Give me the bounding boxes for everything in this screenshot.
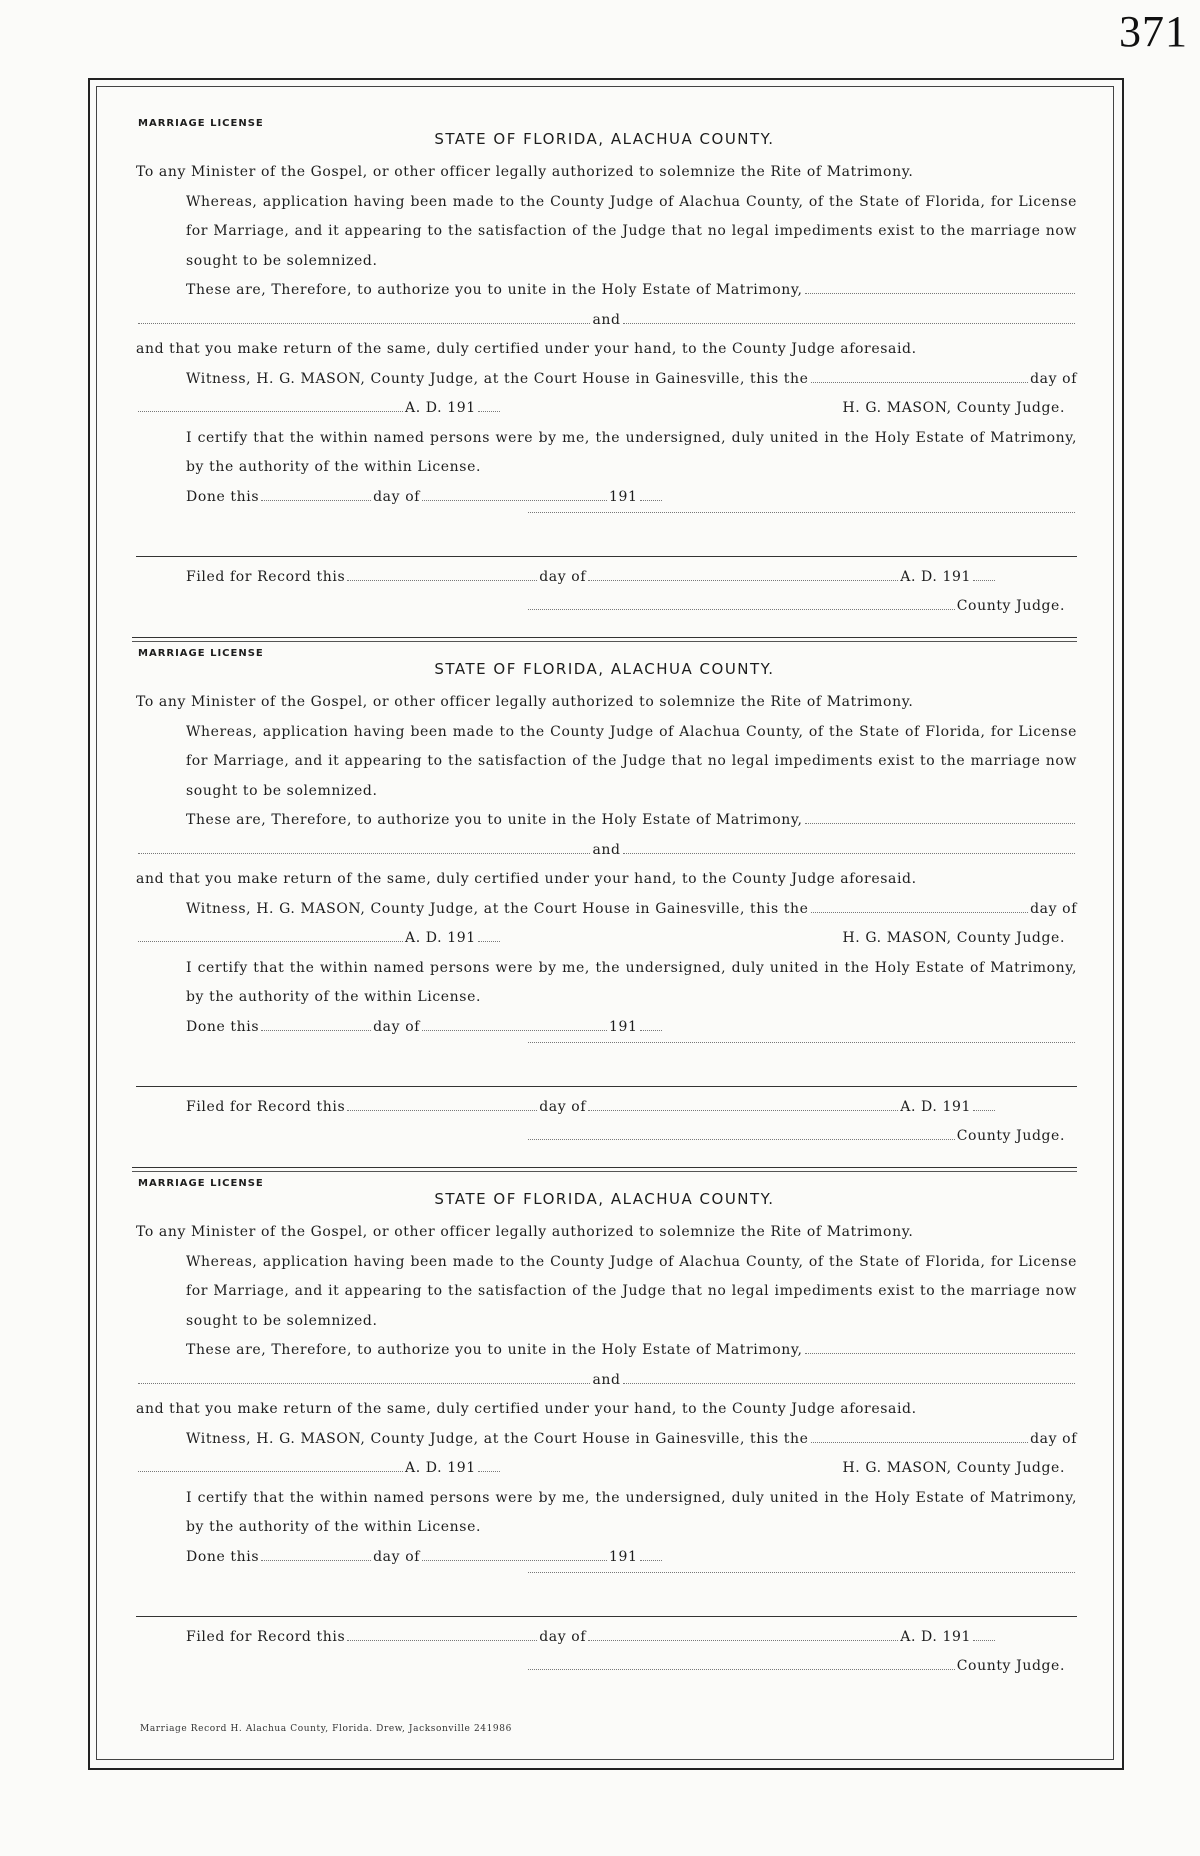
done-month-field[interactable] (422, 1030, 607, 1031)
witness-day-field[interactable] (811, 1442, 1029, 1443)
witness-year-field[interactable] (478, 1471, 500, 1472)
filed-ad-text: A. D. 191 (900, 1098, 971, 1115)
done-month-field[interactable] (422, 500, 607, 501)
bride-name-field-cont[interactable] (623, 323, 1075, 324)
done-year-text: 191 (609, 488, 638, 505)
certify-text: I certify that the within named persons were by me, the undersigned, duly united in the Holy Estate of Matrimony, by the authority of the within License. (186, 959, 1077, 1005)
greeting-text: To any Minister of the Gospel, or other officer legally authorized to solemnize the Rite of Matrimony. (136, 1224, 914, 1240)
done-day-field[interactable] (261, 1560, 371, 1561)
whereas-text: Whereas, application having been made to the County Judge of Alachua County, of the State of Florida, for License for Marriage, and it appearing to the satisfaction of the Judge that no legal impediments exist to the marriage now sought to be solemnized. (186, 723, 1077, 799)
clerk-signature-field[interactable] (528, 609, 955, 610)
filed-year-field[interactable] (973, 1110, 995, 1111)
license-title: STATE OF FLORIDA, ALACHUA COUNTY. (434, 1190, 775, 1208)
filed-year-field[interactable] (973, 580, 995, 581)
section-divider (136, 1086, 1077, 1087)
clerk-signature-field[interactable] (528, 1139, 955, 1140)
officiant-signature-field[interactable] (528, 1042, 1075, 1043)
filed-year-field[interactable] (973, 1640, 995, 1641)
witness-text: Witness, H. G. MASON, County Judge, at the Court House in Gainesville, this the (186, 900, 809, 917)
done-year-field[interactable] (640, 1030, 662, 1031)
license-separator (132, 1167, 1077, 1172)
return-text: and that you make return of the same, duly certified under your hand, to the County Judge aforesaid. (136, 341, 917, 357)
judge-signature: H. G. MASON, County Judge. (842, 930, 1065, 946)
filed-day-field[interactable] (347, 1640, 537, 1641)
filed-day-of-text: day of (539, 1098, 587, 1115)
day-of-text: day of (1030, 370, 1077, 387)
return-text: and that you make return of the same, duly certified under your hand, to the County Judge aforesaid. (136, 1401, 917, 1417)
done-month-field[interactable] (422, 1560, 607, 1561)
done-this-text: Done this (186, 1018, 260, 1035)
clerk-signature-field[interactable] (528, 1669, 955, 1670)
authorize-text: These are, Therefore, to authorize you to unite in the Holy Estate of Matrimony, (186, 1342, 803, 1358)
filed-day-of-text: day of (539, 568, 587, 585)
record-page (132, 118, 1077, 1778)
witness-month-field[interactable] (138, 411, 403, 412)
ad-text: A. D. 191 (405, 400, 476, 416)
certify-text: I certify that the within named persons were by me, the undersigned, duly united in the Holy Estate of Matrimony, by the authority of the within License. (186, 429, 1077, 475)
ad-text: A. D. 191 (405, 1460, 476, 1476)
filed-text: Filed for Record this (186, 568, 346, 585)
witness-text: Witness, H. G. MASON, County Judge, at the Court House in Gainesville, this the (186, 370, 809, 387)
license-title: STATE OF FLORIDA, ALACHUA COUNTY. (434, 660, 775, 678)
done-year-field[interactable] (640, 500, 662, 501)
witness-month-field[interactable] (138, 941, 403, 942)
filed-ad-text: A. D. 191 (900, 1628, 971, 1645)
ad-text: A. D. 191 (405, 930, 476, 946)
done-this-text: Done this (186, 488, 260, 505)
marriage-license-3 (132, 1178, 1077, 1778)
filed-month-field[interactable] (588, 580, 898, 581)
witness-day-field[interactable] (811, 382, 1029, 383)
filed-month-field[interactable] (588, 1640, 898, 1641)
done-day-of-text: day of (373, 1548, 421, 1565)
witness-month-field[interactable] (138, 1471, 403, 1472)
filed-text: Filed for Record this (186, 1098, 346, 1115)
filed-day-field[interactable] (347, 580, 537, 581)
done-year-text: 191 (609, 1548, 638, 1565)
witness-year-field[interactable] (478, 941, 500, 942)
and-text: and (592, 1371, 621, 1388)
filed-text: Filed for Record this (186, 1628, 346, 1645)
done-this-text: Done this (186, 1548, 260, 1565)
section-divider (136, 1616, 1077, 1617)
marriage-license-1 (132, 118, 1077, 648)
whereas-text: Whereas, application having been made to the County Judge of Alachua County, of the State of Florida, for License for Marriage, and it appearing to the satisfaction of the Judge that no legal impediments exist to the marriage now sought to be solemnized. (186, 193, 1077, 269)
county-judge-text: County Judge. (956, 1128, 1065, 1144)
officiant-signature-field[interactable] (528, 1572, 1075, 1573)
officiant-signature-field[interactable] (528, 512, 1075, 513)
county-judge-text: County Judge. (956, 1658, 1065, 1674)
done-day-field[interactable] (261, 500, 371, 501)
bride-name-field-cont[interactable] (623, 1383, 1075, 1384)
marriage-license-2 (132, 648, 1077, 1178)
authorize-text: These are, Therefore, to authorize you to unite in the Holy Estate of Matrimony, (186, 282, 803, 298)
day-of-text: day of (1030, 900, 1077, 917)
groom-name-field[interactable] (805, 1353, 1075, 1354)
authorize-text: These are, Therefore, to authorize you to unite in the Holy Estate of Matrimony, (186, 812, 803, 828)
bride-name-field-cont[interactable] (623, 853, 1075, 854)
filed-ad-text: A. D. 191 (900, 568, 971, 585)
license-label: MARRIAGE LICENSE (138, 1178, 264, 1189)
section-divider (136, 556, 1077, 557)
page-number: 371 (1119, 7, 1188, 56)
license-label: MARRIAGE LICENSE (138, 118, 264, 129)
witness-day-field[interactable] (811, 912, 1029, 913)
county-judge-text: County Judge. (956, 598, 1065, 614)
bride-name-field[interactable] (138, 853, 590, 854)
whereas-text: Whereas, application having been made to the County Judge of Alachua County, of the State of Florida, for License for Marriage, and it appearing to the satisfaction of the Judge that no legal impediments exist to the marriage now sought to be solemnized. (186, 1253, 1077, 1329)
filed-day-field[interactable] (347, 1110, 537, 1111)
judge-signature: H. G. MASON, County Judge. (842, 1460, 1065, 1476)
bride-name-field[interactable] (138, 323, 590, 324)
return-text: and that you make return of the same, duly certified under your hand, to the County Judge aforesaid. (136, 871, 917, 887)
done-year-text: 191 (609, 1018, 638, 1035)
done-day-of-text: day of (373, 488, 421, 505)
printer-imprint: Marriage Record H. Alachua County, Florida. Drew, Jacksonville 241986 (140, 1724, 512, 1734)
license-separator (132, 637, 1077, 642)
day-of-text: day of (1030, 1430, 1077, 1447)
done-year-field[interactable] (640, 1560, 662, 1561)
filed-day-of-text: day of (539, 1628, 587, 1645)
and-text: and (592, 841, 621, 858)
certify-text: I certify that the within named persons were by me, the undersigned, duly united in the Holy Estate of Matrimony, by the authority of the within License. (186, 1489, 1077, 1535)
and-text: and (592, 311, 621, 328)
done-day-field[interactable] (261, 1030, 371, 1031)
witness-year-field[interactable] (478, 411, 500, 412)
witness-text: Witness, H. G. MASON, County Judge, at the Court House in Gainesville, this the (186, 1430, 809, 1447)
judge-signature: H. G. MASON, County Judge. (842, 400, 1065, 416)
greeting-text: To any Minister of the Gospel, or other officer legally authorized to solemnize the Rite of Matrimony. (136, 164, 914, 180)
greeting-text: To any Minister of the Gospel, or other officer legally authorized to solemnize the Rite of Matrimony. (136, 694, 914, 710)
done-day-of-text: day of (373, 1018, 421, 1035)
license-label: MARRIAGE LICENSE (138, 648, 264, 659)
bride-name-field[interactable] (138, 1383, 590, 1384)
groom-name-field[interactable] (805, 823, 1075, 824)
filed-month-field[interactable] (588, 1110, 898, 1111)
groom-name-field[interactable] (805, 293, 1075, 294)
license-title: STATE OF FLORIDA, ALACHUA COUNTY. (434, 130, 775, 148)
